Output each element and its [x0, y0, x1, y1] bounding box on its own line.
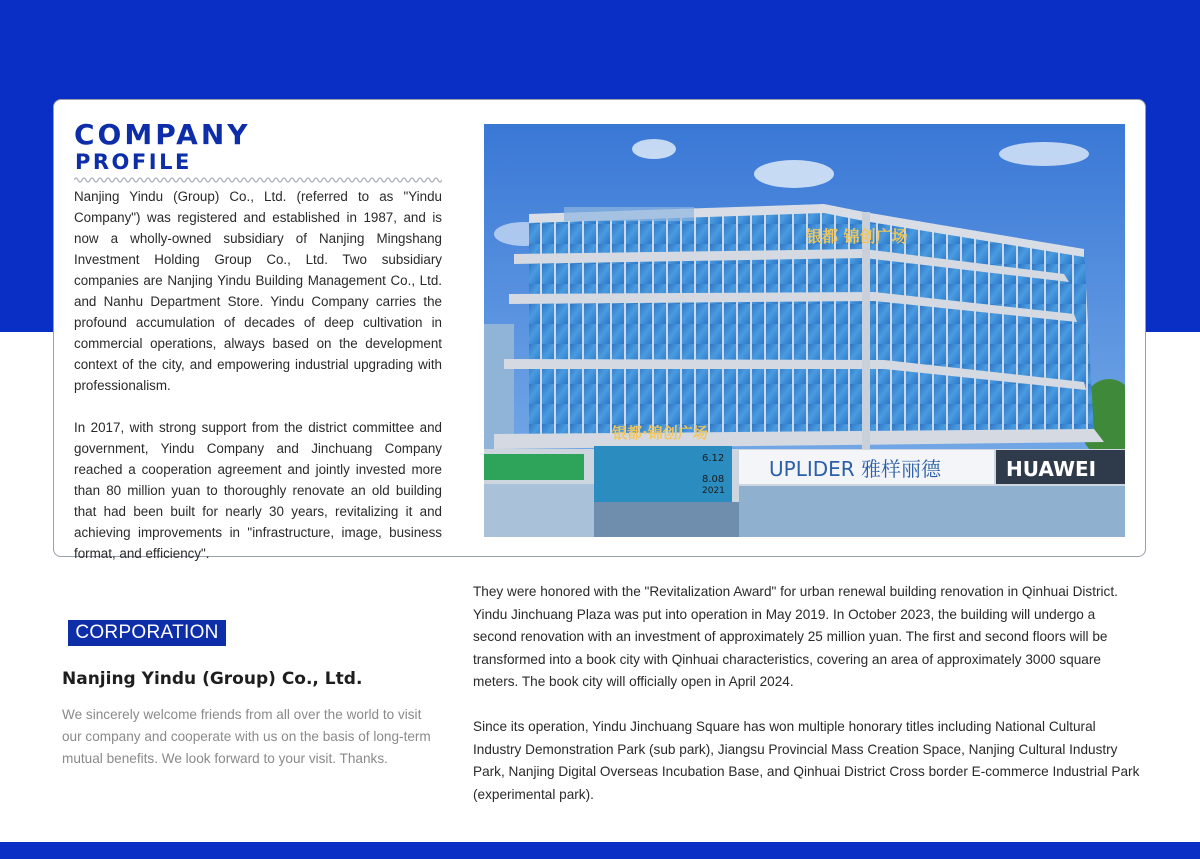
- details-paragraph: They were honored with the "Revitalization Award" for urban renewal building renovation in Qinhuai District. Yindu Jinchuang Plaza was put into operation in May 2019. In October 2023, the building will undergo a second renovation with an investment of approximately 25 million yuan. The first and second floors will be transformed into a book city with Qinhuai characteristics, covering an area of approximately 3000 square meters. The book city will officially open in April 2024.: [473, 584, 1118, 689]
- wavy-divider: [74, 176, 442, 184]
- poster-year: 2021: [702, 486, 725, 496]
- heading-company: COMPANY: [74, 118, 251, 151]
- poster-date-end: 8.08: [702, 474, 725, 485]
- intro-text: [74, 186, 442, 585]
- corporation-badge: CORPORATION: [68, 620, 226, 646]
- details-text: [473, 581, 1141, 829]
- brand-sign-text: HUAWEI: [1006, 457, 1097, 481]
- sign-top-text: 银都 锦创广场: [806, 227, 908, 246]
- intro-paragraph: Nanjing Yindu (Group) Co., Ltd. (referred to as "Yindu Company") was registered and established in 1987, and is now a wholly-owned subsidiary of Nanjing Mingshang Investment Holding Group Co., Ltd. Two subsidiary companies are Nanjing Yindu Building Management Co., Ltd. and Nanhu Department Store. Yindu Company carries the profound accumulation of decades of deep cultivation in commercial operations, always based on the development context of the city, and empowering industrial upgrading with professionalism.: [74, 189, 442, 393]
- details-paragraph: Since its operation, Yindu Jinchuang Square has won multiple honorary titles including National Cultural Industry Demonstration Park (sub park), Jiangsu Provincial Mass Creation Space, Nanjing Cultural Industry Park, Nanjing Digital Overseas Incubation Base, and Qinhuai District Cross border E-commerce Industrial Park (experimental park).: [473, 719, 1140, 802]
- welcome-text: We sincerely welcome friends from all over the world to visit our company and cooperate with us on the basis of long-term mutual benefits. We look forward to your visit. Thanks.: [62, 707, 431, 766]
- store-sign-text: UPLIDER 雅样丽德: [769, 457, 942, 481]
- poster-date-start: 6.12: [702, 453, 725, 464]
- building-photo: [484, 124, 1125, 537]
- heading-profile: PROFILE: [75, 150, 192, 174]
- intro-paragraph: In 2017, with strong support from the district committee and government, Yindu Company and Jinchuang Company reached a cooperation agreement and jointly invested more than 80 million yuan to thoroughly renovate an old building that had been built for nearly 30 years, revitalizing it and achieving improvements in "infrastructure, image, business format, and efficiency".: [74, 420, 442, 561]
- sign-mid-text: 银都·锦创广场: [612, 424, 708, 442]
- bottom-blue-band: [0, 842, 1200, 859]
- corporation-name: Nanjing Yindu (Group) Co., Ltd.: [62, 669, 363, 689]
